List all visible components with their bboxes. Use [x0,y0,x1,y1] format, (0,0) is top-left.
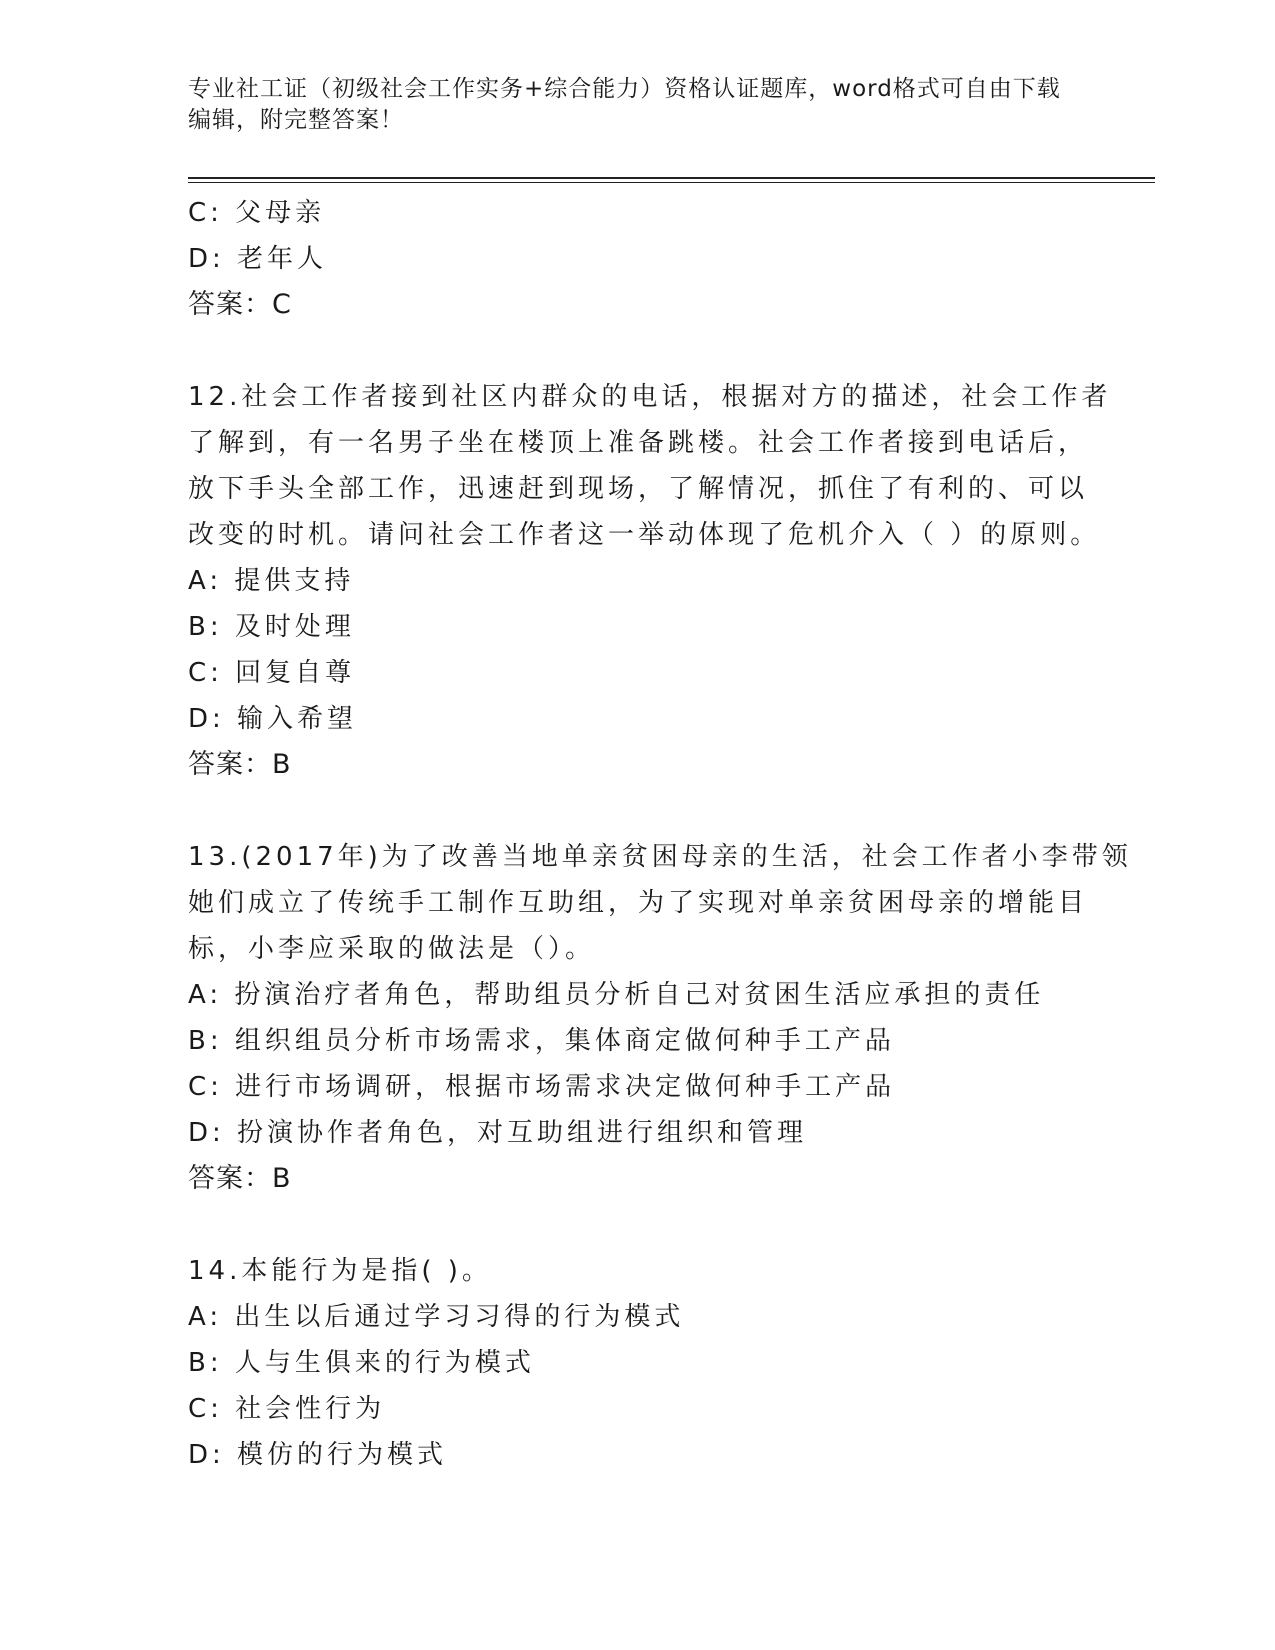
option-c: C: 进行市场调研，根据市场需求决定做何种手工产品 [188,1072,896,1102]
option-d: D: 输入希望 [188,704,358,734]
question-11 [188,190,1088,328]
option-b: B: 及时处理 [188,612,355,642]
question-stem-line: 12.社会工作者接到社区内群众的电话，根据对方的描述，社会工作者 [188,382,1112,412]
option-c: C: 社会性行为 [188,1394,386,1424]
question-stem-line: 改变的时机。请问社会工作者这一举动体现了危机介入（ ）的原则。 [188,520,1101,550]
document-body [188,190,1132,1478]
question-13 [188,834,1132,1202]
header-line-1: 专业社工证（初级社会工作实务+综合能力）资格认证题库，word格式可自由下载 [188,76,1061,102]
question-stem-line: 13.(2017年)为了改善当地单亲贫困母亲的生活，社会工作者小李带领 [188,842,1132,872]
header-line-2: 编辑，附完整答案！ [188,107,404,133]
spacer [188,328,1088,374]
question-stem-line: 放下手头全部工作，迅速赶到现场，了解情况，抓住了有利的、可以 [188,474,1089,504]
spacer [188,1202,1088,1248]
question-stem-line: 14.本能行为是指( )。 [188,1256,492,1286]
option-a: A: 扮演治疗者角色，帮助组员分析自己对贫困生活应承担的责任 [188,980,1045,1010]
option-d: D: 扮演协作者角色，对互助组进行组织和管理 [188,1118,808,1148]
option-c: C: 回复自尊 [188,658,356,688]
question-stem-line: 了解到，有一名男子坐在楼顶上准备跳楼。社会工作者接到电话后， [188,428,1089,458]
question-12 [188,374,1112,788]
answer: 答案：B [188,749,292,780]
option-b: B: 组织组员分析市场需求，集体商定做何种手工产品 [188,1026,895,1056]
header-divider-thick [188,177,1155,179]
option-d: D: 模仿的行为模式 [188,1440,448,1470]
header-divider-thin [188,182,1155,183]
spacer [188,788,1088,834]
question-stem-line: 她们成立了传统手工制作互助组，为了实现对单亲贫困母亲的增能目 [188,888,1089,918]
question-stem-line: 标，小李应采取的做法是（）。 [188,934,596,964]
option-c: C: 父母亲 [188,198,326,228]
question-14 [188,1248,1088,1478]
option-b: B: 人与生俱来的行为模式 [188,1348,535,1378]
document-header [188,74,1088,136]
answer: 答案：B [188,1163,292,1194]
option-a: A: 出生以后通过学习习得的行为模式 [188,1302,685,1332]
option-d: D: 老年人 [188,244,328,274]
answer: 答案：C [188,289,292,320]
option-a: A: 提供支持 [188,566,355,596]
